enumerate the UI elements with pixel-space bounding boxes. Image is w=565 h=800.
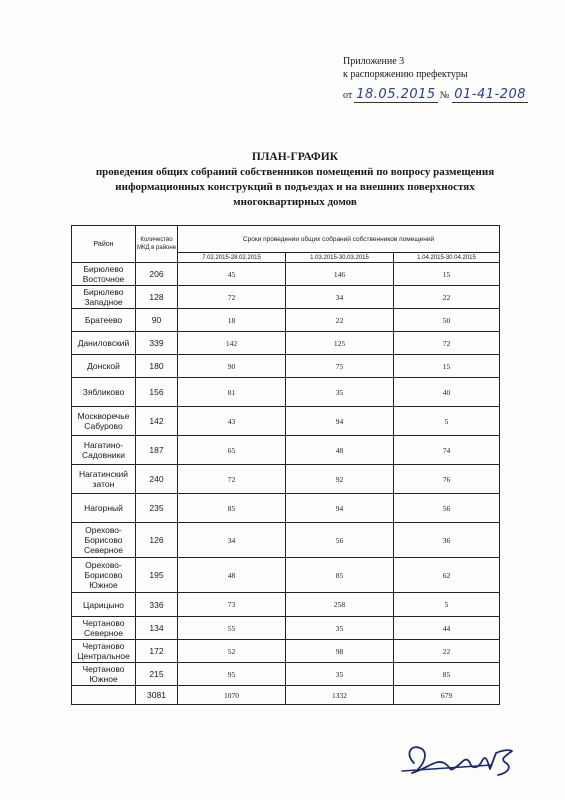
- count-cell: 187: [136, 436, 178, 465]
- period-1-cell: 43: [178, 407, 286, 436]
- period-1-cell: 81: [178, 378, 286, 407]
- period-2-cell: 34: [286, 286, 394, 309]
- period-2-cell: 94: [286, 407, 394, 436]
- count-cell: 339: [136, 332, 178, 355]
- count-cell: 90: [136, 309, 178, 332]
- district-cell: Нагатинский затон: [72, 465, 136, 494]
- count-cell: 215: [136, 663, 178, 686]
- table-row: [72, 355, 500, 378]
- count-cell: 172: [136, 640, 178, 663]
- period-3-cell: 15: [394, 263, 500, 286]
- period-2-cell: 125: [286, 332, 394, 355]
- count-cell: 134: [136, 617, 178, 640]
- district-cell: Донской: [72, 355, 136, 378]
- district-cell: Зябликово: [72, 378, 136, 407]
- period-3-cell: 56: [394, 494, 500, 523]
- count-cell: 142: [136, 407, 178, 436]
- total-row: [72, 686, 500, 705]
- district-cell: Нагатино-Садовники: [72, 436, 136, 465]
- table-row: [72, 436, 500, 465]
- count-cell: 336: [136, 593, 178, 617]
- table-row: [72, 494, 500, 523]
- document-subtitle: проведения общих собраний собственников помещений по вопросу размещения информационных конструкций в подъездах и на внешних поверхностях многоквартирных домов: [95, 166, 495, 208]
- district-cell: Царицыно: [72, 593, 136, 617]
- table-row: [72, 617, 500, 640]
- period-1-cell: 34: [178, 523, 286, 558]
- count-cell: 206: [136, 263, 178, 286]
- period-2-cell: 35: [286, 617, 394, 640]
- period-1-cell: 72: [178, 465, 286, 494]
- header-district: Район: [72, 226, 136, 263]
- period-3-cell: 5: [394, 593, 500, 617]
- period-1-cell: 55: [178, 617, 286, 640]
- from-prefix: от: [343, 90, 353, 101]
- table-row: [72, 263, 500, 286]
- period-1-cell: 65: [178, 436, 286, 465]
- schedule-table: [71, 225, 500, 705]
- district-cell: Москворечье Сабурово: [72, 407, 136, 436]
- period-1-cell: 95: [178, 663, 286, 686]
- period-2-cell: 85: [286, 558, 394, 593]
- header-period-3: 1.04.2015-30.04.2015: [394, 253, 500, 263]
- table-row: [72, 523, 500, 558]
- period-3-cell: 44: [394, 617, 500, 640]
- district-cell: Бирюлево Восточное: [72, 263, 136, 286]
- count-cell: 235: [136, 494, 178, 523]
- period-3-cell: 40: [394, 378, 500, 407]
- period-1-cell: 85: [178, 494, 286, 523]
- period-3-cell: 15: [394, 355, 500, 378]
- table-row: [72, 332, 500, 355]
- district-cell: Орехово-Борисово Северное: [72, 523, 136, 558]
- district-cell: Братеево: [72, 309, 136, 332]
- district-cell: Чертаново Центральное: [72, 640, 136, 663]
- count-cell: 195: [136, 558, 178, 593]
- period-3-cell: 74: [394, 436, 500, 465]
- table-row: [72, 309, 500, 332]
- document-title: ПЛАН-ГРАФИК: [251, 151, 339, 163]
- order-reference: к распоряжению префектуры: [343, 69, 468, 80]
- handwritten-number: 01-41-208: [454, 87, 527, 102]
- period-3-cell: 5: [394, 407, 500, 436]
- table-row: [72, 558, 500, 593]
- appendix-label: Приложение 3: [343, 56, 405, 67]
- district-cell: Нагорный: [72, 494, 136, 523]
- district-cell: Чертаново Южное: [72, 663, 136, 686]
- period-3-cell: 50: [394, 309, 500, 332]
- period-2-cell: 56: [286, 523, 394, 558]
- period-2-cell: 92: [286, 465, 394, 494]
- count-cell: 156: [136, 378, 178, 407]
- period-2-cell: 258: [286, 593, 394, 617]
- period-2-cell: 22: [286, 309, 394, 332]
- period-2-cell: 35: [286, 663, 394, 686]
- period-1-cell: 90: [178, 355, 286, 378]
- number-sign: №: [439, 90, 450, 101]
- district-cell: Орехово-Борисово Южное: [72, 558, 136, 593]
- period-1-cell: 73: [178, 593, 286, 617]
- total-count-cell: 3081: [136, 686, 178, 705]
- count-cell: 180: [136, 355, 178, 378]
- table-row: [72, 378, 500, 407]
- order-date-line: [343, 88, 528, 103]
- table-row: [72, 407, 500, 436]
- table-row: [72, 465, 500, 494]
- period-3-cell: 22: [394, 286, 500, 309]
- total-period-3-cell: 679: [394, 686, 500, 705]
- table-row: [72, 286, 500, 309]
- period-3-cell: 72: [394, 332, 500, 355]
- period-3-cell: 62: [394, 558, 500, 593]
- total-period-2-cell: 1332: [286, 686, 394, 705]
- period-2-cell: 98: [286, 640, 394, 663]
- period-1-cell: 52: [178, 640, 286, 663]
- period-2-cell: 75: [286, 355, 394, 378]
- period-3-cell: 85: [394, 663, 500, 686]
- period-2-cell: 48: [286, 436, 394, 465]
- period-3-cell: 36: [394, 523, 500, 558]
- header-dates-group: Сроки проведении общих собраний собственников помещений: [178, 226, 500, 253]
- district-cell: Чертаново Северное: [72, 617, 136, 640]
- count-cell: 240: [136, 465, 178, 494]
- handwritten-signature-icon: [400, 733, 530, 788]
- district-cell: Даниловский: [72, 332, 136, 355]
- total-label-cell: [72, 686, 136, 705]
- period-2-cell: 146: [286, 263, 394, 286]
- count-cell: 126: [136, 523, 178, 558]
- period-1-cell: 45: [178, 263, 286, 286]
- district-cell: Бирюлево Западное: [72, 286, 136, 309]
- header-count: Количество МКД в районе: [136, 226, 178, 263]
- period-2-cell: 35: [286, 378, 394, 407]
- header-period-1: 7.02.2015-28.02.2015: [178, 253, 286, 263]
- period-1-cell: 18: [178, 309, 286, 332]
- period-1-cell: 142: [178, 332, 286, 355]
- period-1-cell: 72: [178, 286, 286, 309]
- count-cell: 128: [136, 286, 178, 309]
- table-row: [72, 640, 500, 663]
- header-period-2: 1.03.2015-30.03.2015: [286, 253, 394, 263]
- total-period-1-cell: 1070: [178, 686, 286, 705]
- period-2-cell: 94: [286, 494, 394, 523]
- period-1-cell: 48: [178, 558, 286, 593]
- period-3-cell: 22: [394, 640, 500, 663]
- table-row: [72, 663, 500, 686]
- period-3-cell: 76: [394, 465, 500, 494]
- table-row: [72, 593, 500, 617]
- handwritten-date: 18.05.2015: [356, 87, 436, 102]
